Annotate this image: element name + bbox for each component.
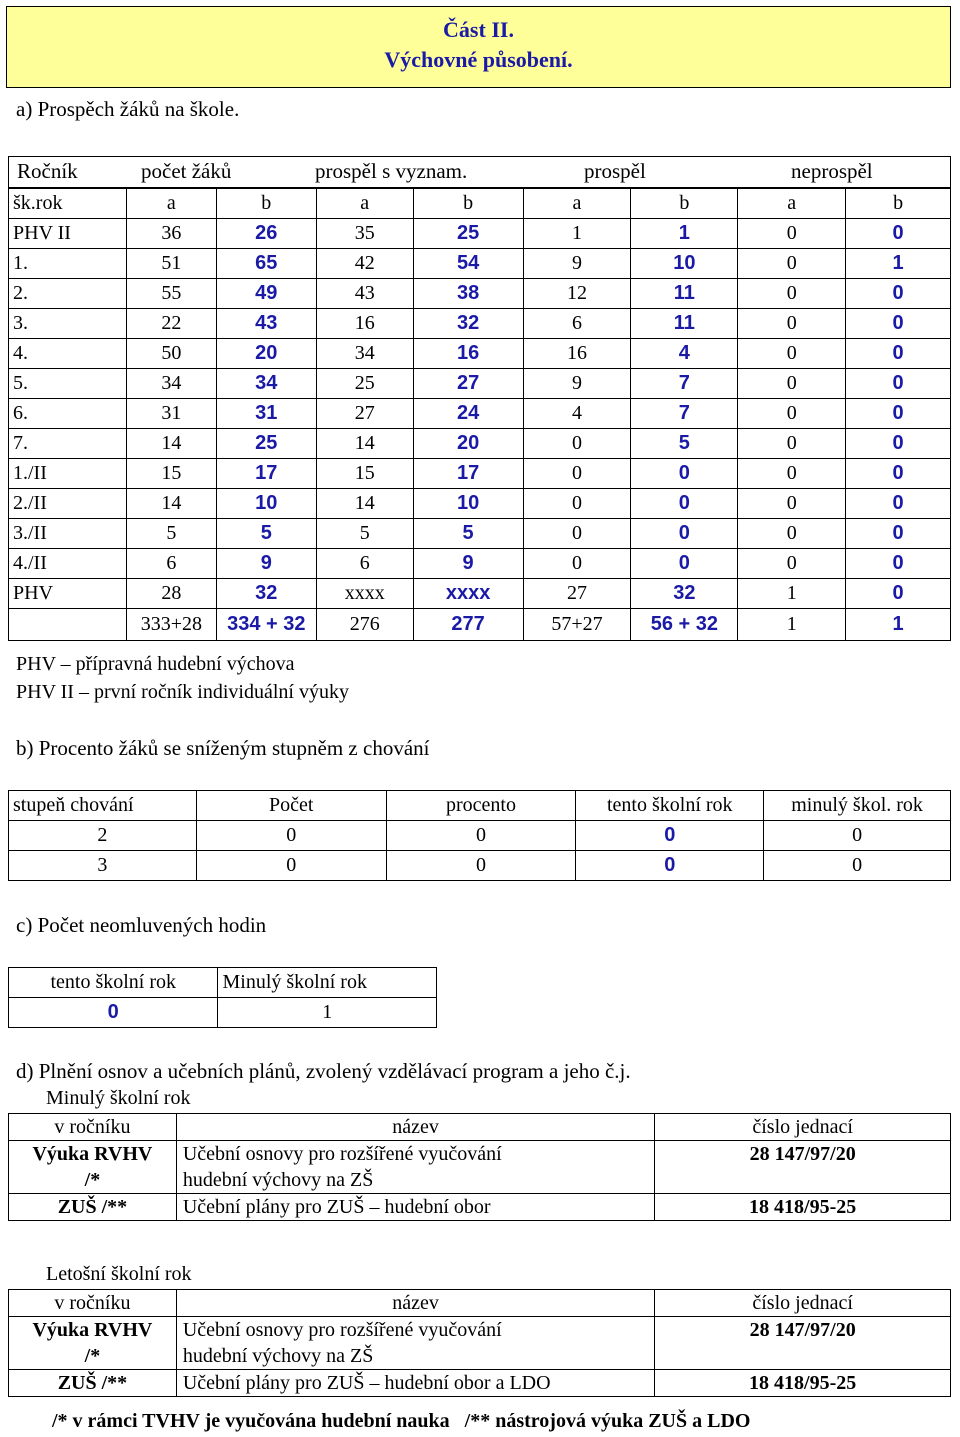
table-row-cell: 4.: [9, 339, 127, 369]
subheader-row-cell: a: [523, 189, 631, 219]
table-row-cell: 2.: [9, 279, 127, 309]
table-row-cell: 0: [846, 429, 951, 459]
totals-row-cell: 56 + 32: [631, 609, 738, 641]
table-row-cell: 34: [316, 339, 413, 369]
section-d-heading: d) Plnění osnov a učebních plánů, zvolený vzdělávací program a jeho č.j.: [16, 1059, 631, 1083]
table-row-cell: 0: [738, 309, 846, 339]
table-row-cell: 4: [523, 399, 631, 429]
table-row-cell: 0: [631, 519, 738, 549]
table-row-cell: 16: [523, 339, 631, 369]
table-row-cell: 0: [738, 459, 846, 489]
table-row-cell: PHV II: [9, 219, 127, 249]
table-row-cell: 7: [631, 369, 738, 399]
curr-cur-row-2-ref: 18 418/95-25: [655, 1370, 951, 1397]
subheader-row-cell: a: [316, 189, 413, 219]
table-row-cell: 7: [631, 399, 738, 429]
grade-line-1: Výuka RVHV: [32, 1143, 153, 1165]
conduct-col-header: stupeň chování: [9, 791, 197, 821]
table-row-cell: 36: [126, 219, 216, 249]
table-row-cell: 0: [738, 249, 846, 279]
table-row-cell: xxxx: [316, 579, 413, 609]
name-line-1: Učební osnovy pro rozšířené vyučování: [182, 1319, 502, 1341]
conduct-col-header: minulý škol. rok: [764, 791, 951, 821]
curr-prev-row-1-ref: 28 147/97/20: [655, 1141, 951, 1194]
table-row-cell: 6.: [9, 399, 127, 429]
table-row-cell: 34: [216, 369, 316, 399]
conduct-cell: 0: [764, 821, 951, 851]
curr-cur-row-2-name: Učební plány pro ZUŠ – hudební obor a LDO: [176, 1370, 654, 1397]
table-row-cell: 32: [216, 579, 316, 609]
table-row-cell: 25: [216, 429, 316, 459]
note-phv: PHV – přípravná hudební výchova: [16, 653, 295, 675]
table-row-cell: 5: [316, 519, 413, 549]
absence-col-this-year: tento školní rok: [9, 968, 218, 998]
table-row-cell: 32: [413, 309, 523, 339]
table-row-cell: 22: [126, 309, 216, 339]
subheader-row-cell: a: [738, 189, 846, 219]
conduct-table: [8, 790, 951, 881]
table-row-cell: 5: [126, 519, 216, 549]
table-row-cell: 24: [413, 399, 523, 429]
totals-row-cell: 277: [413, 609, 523, 641]
table-row-cell: 1: [631, 219, 738, 249]
table-row-cell: 20: [413, 429, 523, 459]
table-row-cell: 11: [631, 279, 738, 309]
table-row-cell: 0: [523, 549, 631, 579]
totals-row-cell: 333+28: [126, 609, 216, 641]
curriculum-table-current: [8, 1289, 951, 1397]
grade-line-2: /*: [84, 1345, 101, 1367]
table-row-cell: 9: [413, 549, 523, 579]
table-row-cell: xxxx: [413, 579, 523, 609]
table-row-cell: 17: [216, 459, 316, 489]
table-row-cell: 0: [631, 459, 738, 489]
table-row-cell: 3./II: [9, 519, 127, 549]
curr-prev-row-2-grade: ZUŠ /**: [9, 1194, 177, 1221]
table-row: [9, 549, 951, 579]
table-row-cell: 5: [216, 519, 316, 549]
col-header-grade: Ročník: [17, 159, 78, 183]
title-line-1: Část II.: [443, 17, 514, 42]
table-row-cell: 5: [413, 519, 523, 549]
name-line-1: Učební osnovy pro rozšířené vyučování: [182, 1143, 502, 1165]
table-row-cell: 27: [413, 369, 523, 399]
table-row-cell: 5: [631, 429, 738, 459]
table-row: [9, 519, 951, 549]
results-table-header: [8, 156, 951, 188]
absence-col-last-year: Minulý školní rok: [218, 968, 437, 998]
table-row-cell: 28: [126, 579, 216, 609]
table-row-cell: 12: [523, 279, 631, 309]
conduct-cell: 0: [196, 821, 386, 851]
conduct-cell: 0: [764, 851, 951, 881]
conduct-cell: 0: [576, 821, 764, 851]
totals-row-cell: [9, 609, 127, 641]
subheader-row-cell: b: [846, 189, 951, 219]
table-row-cell: 5.: [9, 369, 127, 399]
curr-cur-col-grade: v ročníku: [9, 1290, 177, 1317]
table-row-cell: 25: [316, 369, 413, 399]
conduct-cell: 0: [386, 821, 576, 851]
curr-prev-col-name: název: [176, 1114, 654, 1141]
table-row-cell: 10: [413, 489, 523, 519]
totals-row-cell: 1: [738, 609, 846, 641]
table-row-cell: 32: [631, 579, 738, 609]
table-row-cell: 0: [738, 219, 846, 249]
absence-value-this-year: 0: [9, 998, 218, 1028]
subheader-row-cell: b: [216, 189, 316, 219]
conduct-col-header: tento školní rok: [576, 791, 764, 821]
table-row-cell: 65: [216, 249, 316, 279]
table-row: [9, 459, 951, 489]
curr-cur-row-1-grade: [9, 1317, 177, 1370]
footnote: /* v rámci TVHV je vyučována hudební nauka /** nástrojová výuka ZUŠ a LDO: [52, 1410, 751, 1432]
totals-row-cell: 1: [846, 609, 951, 641]
table-row-cell: 0: [846, 279, 951, 309]
table-row: [9, 851, 951, 881]
table-row-cell: 20: [216, 339, 316, 369]
table-row: [9, 309, 951, 339]
table-row: [9, 279, 951, 309]
table-row: [9, 219, 951, 249]
table-row-cell: 0: [846, 579, 951, 609]
table-row-cell: 0: [846, 459, 951, 489]
table-row-cell: 0: [523, 429, 631, 459]
curriculum-table-previous: [8, 1113, 951, 1221]
conduct-col-header: procento: [386, 791, 576, 821]
totals-row-cell: 57+27: [523, 609, 631, 641]
conduct-cell: 0: [386, 851, 576, 881]
name-line-2: hudební výchovy na ZŠ: [182, 1169, 374, 1191]
subheader-row-cell: šk.rok: [9, 189, 127, 219]
absence-value-last-year: 1: [218, 998, 437, 1028]
table-row-cell: 6: [523, 309, 631, 339]
name-line-2: hudební výchovy na ZŠ: [182, 1345, 374, 1367]
table-row: [9, 249, 951, 279]
curr-cur-row-1-name: [176, 1317, 654, 1370]
table-row-cell: 0: [846, 369, 951, 399]
subheader-row-cell: b: [631, 189, 738, 219]
table-row-cell: 7.: [9, 429, 127, 459]
table-row-cell: 17: [413, 459, 523, 489]
section-c-heading: c) Počet neomluvených hodin: [16, 913, 267, 937]
grade-line-1: Výuka RVHV: [32, 1319, 153, 1341]
table-row: [9, 489, 951, 519]
table-row-cell: 0: [846, 399, 951, 429]
table-row-cell: 10: [631, 249, 738, 279]
conduct-cell: 2: [9, 821, 197, 851]
table-row-cell: 14: [126, 429, 216, 459]
table-row-cell: 16: [316, 309, 413, 339]
table-row-cell: 0: [738, 399, 846, 429]
conduct-cell: 3: [9, 851, 197, 881]
table-row-cell: 50: [126, 339, 216, 369]
table-row-cell: 16: [413, 339, 523, 369]
curr-prev-row-2-ref: 18 418/95-25: [655, 1194, 951, 1221]
curr-prev-row-1-grade: [9, 1141, 177, 1194]
table-row-cell: 0: [631, 489, 738, 519]
table-row-cell: 27: [316, 399, 413, 429]
table-row-cell: 15: [126, 459, 216, 489]
page-title: [7, 15, 950, 75]
table-row-cell: 0: [523, 489, 631, 519]
table-row-cell: 4./II: [9, 549, 127, 579]
conduct-cell: 0: [196, 851, 386, 881]
table-row-cell: 0: [738, 549, 846, 579]
curr-cur-col-ref: číslo jednací: [655, 1290, 951, 1317]
table-row-cell: 0: [738, 339, 846, 369]
table-row-cell: 51: [126, 249, 216, 279]
table-row-cell: 14: [316, 429, 413, 459]
current-year-label: Letošní školní rok: [46, 1263, 192, 1285]
curr-prev-row-1-name: [176, 1141, 654, 1194]
table-row-cell: 2./II: [9, 489, 127, 519]
curr-cur-row-1-ref: 28 147/97/20: [655, 1317, 951, 1370]
table-row-cell: 1.: [9, 249, 127, 279]
table-row: [9, 369, 951, 399]
table-row-cell: 0: [738, 279, 846, 309]
table-row-cell: 43: [216, 309, 316, 339]
table-row-cell: 9: [216, 549, 316, 579]
table-row-cell: 1./II: [9, 459, 127, 489]
note-phv-ii: PHV II – první ročník individuální výuky: [16, 681, 349, 703]
table-row-cell: 34: [126, 369, 216, 399]
table-row-cell: 0: [846, 309, 951, 339]
totals-row-cell: 276: [316, 609, 413, 641]
col-header-passed: prospěl: [584, 159, 646, 183]
table-row-cell: 25: [413, 219, 523, 249]
totals-row: [9, 609, 951, 641]
table-row-cell: 1: [523, 219, 631, 249]
table-row-cell: 6: [126, 549, 216, 579]
table-row-cell: 0: [846, 489, 951, 519]
title-line-2: Výchovné působení.: [384, 47, 573, 72]
table-row-cell: 49: [216, 279, 316, 309]
table-row: [9, 339, 951, 369]
table-row-cell: 1: [738, 579, 846, 609]
previous-year-label: Minulý školní rok: [46, 1087, 191, 1109]
table-row-cell: 0: [738, 489, 846, 519]
results-table: [8, 188, 951, 641]
table-row-cell: 4: [631, 339, 738, 369]
table-row: [9, 579, 951, 609]
curr-prev-col-ref: číslo jednací: [655, 1114, 951, 1141]
conduct-col-header: Počet: [196, 791, 386, 821]
table-row-cell: 0: [523, 519, 631, 549]
table-row-cell: 10: [216, 489, 316, 519]
section-b-heading: b) Procento žáků se sníženým stupněm z chování: [16, 736, 430, 760]
table-row-cell: 14: [316, 489, 413, 519]
table-row-cell: 0: [738, 369, 846, 399]
table-row-cell: 3.: [9, 309, 127, 339]
table-row-cell: 1: [846, 249, 951, 279]
table-row-cell: 54: [413, 249, 523, 279]
table-row-cell: 0: [523, 459, 631, 489]
table-row-cell: 0: [846, 519, 951, 549]
table-row-cell: 0: [846, 219, 951, 249]
subheader-row-cell: a: [126, 189, 216, 219]
table-row-cell: 14: [126, 489, 216, 519]
table-row-cell: 0: [846, 339, 951, 369]
table-row-cell: 0: [846, 549, 951, 579]
totals-row-cell: 334 + 32: [216, 609, 316, 641]
col-header-pupils: počet žáků: [141, 159, 232, 183]
table-row-cell: 6: [316, 549, 413, 579]
table-row-cell: 27: [523, 579, 631, 609]
table-row: [9, 399, 951, 429]
table-row: [9, 429, 951, 459]
curr-cur-row-2-grade: ZUŠ /**: [9, 1370, 177, 1397]
section-a-heading: a) Prospěch žáků na škole.: [16, 97, 240, 121]
table-row-cell: 35: [316, 219, 413, 249]
table-row-cell: 26: [216, 219, 316, 249]
grade-line-2: /*: [84, 1169, 101, 1191]
conduct-cell: 0: [576, 851, 764, 881]
table-row-cell: 31: [216, 399, 316, 429]
table-row-cell: 15: [316, 459, 413, 489]
section-header-box: [6, 6, 951, 88]
absence-table: [8, 967, 437, 1028]
table-row-cell: 55: [126, 279, 216, 309]
table-row-cell: 31: [126, 399, 216, 429]
table-row-cell: 0: [738, 519, 846, 549]
curr-prev-row-2-name: Učební plány pro ZUŠ – hudební obor: [176, 1194, 654, 1221]
table-row-cell: 43: [316, 279, 413, 309]
table-row: [9, 821, 951, 851]
table-row-cell: PHV: [9, 579, 127, 609]
table-row-cell: 0: [631, 549, 738, 579]
curr-prev-col-grade: v ročníku: [9, 1114, 177, 1141]
subheader-row-cell: b: [413, 189, 523, 219]
table-row-cell: 11: [631, 309, 738, 339]
table-row-cell: 42: [316, 249, 413, 279]
conduct-header-row: [9, 791, 951, 821]
table-row-cell: 9: [523, 249, 631, 279]
table-row-cell: 38: [413, 279, 523, 309]
table-row-cell: 0: [738, 429, 846, 459]
subheader-row: [9, 189, 951, 219]
curr-cur-col-name: název: [176, 1290, 654, 1317]
table-row-cell: 9: [523, 369, 631, 399]
col-header-failed: neprospěl: [791, 159, 873, 183]
col-header-honors: prospěl s vyznam.: [315, 159, 468, 183]
